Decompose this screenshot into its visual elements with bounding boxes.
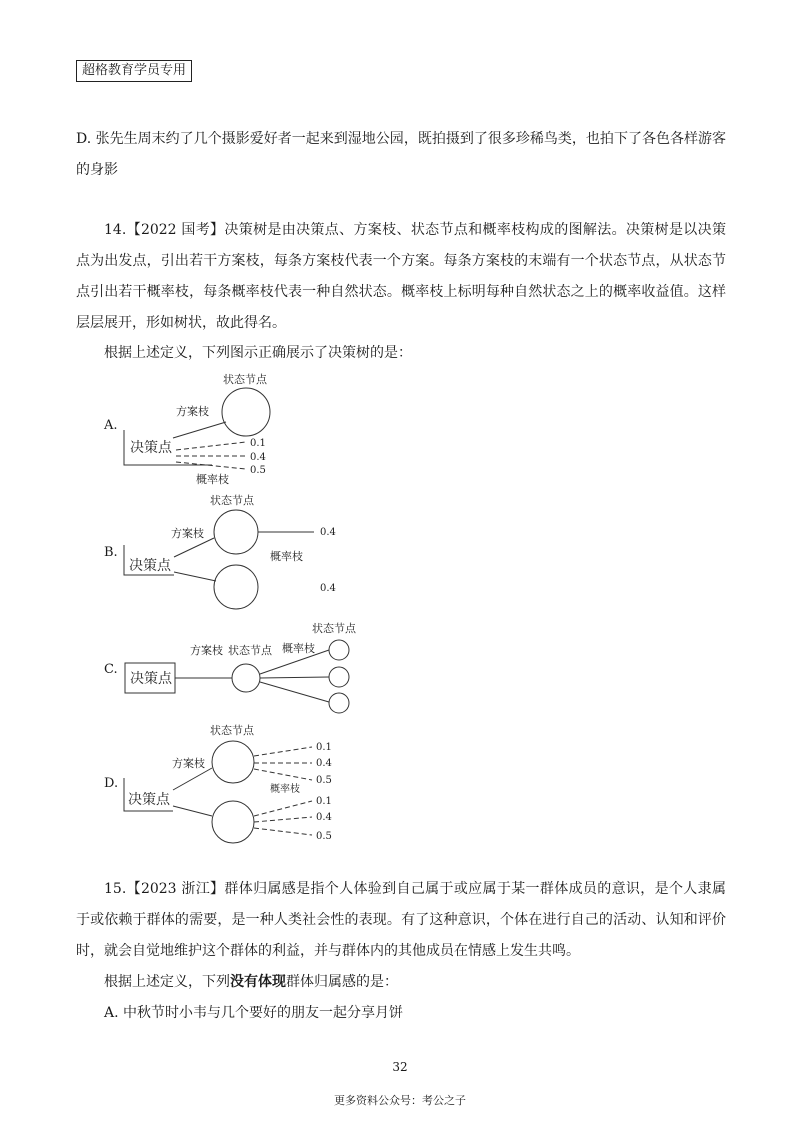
q13-option-d: D. 张先生周末约了几个摄影爱好者一起来到湿地公园，既拍摄到了很多珍稀鸟类，也拍下了各色各样游客的身影	[76, 131, 726, 178]
d-prob-branch-5	[254, 817, 312, 822]
c-prob-branch-3	[260, 682, 329, 702]
b-decision-label: 决策点	[129, 558, 171, 574]
d-prob-branch-1	[254, 747, 312, 756]
q15-prompt	[76, 967, 726, 998]
q14-option-b-diagram	[0, 490, 800, 620]
q14-option-d-diagram	[0, 720, 800, 850]
c-sub-node-1	[329, 640, 349, 660]
b-state-node-2	[214, 565, 258, 609]
d-value-6: 0.5	[316, 831, 332, 842]
d-prob-branch-3	[254, 769, 312, 780]
q15-prompt-pre: 根据上述定义，下列	[104, 974, 230, 990]
b-plan-branch-2	[174, 572, 216, 581]
a-branch-label: 方案枝	[176, 405, 209, 418]
c-node2-label: 状态节点	[312, 622, 356, 635]
c-decision-label: 决策点	[130, 671, 172, 687]
a-node-label: 状态节点	[223, 373, 267, 386]
a-value-3: 0.5	[250, 465, 266, 476]
d-branch-label: 方案枝	[172, 757, 205, 770]
d-value-5: 0.4	[316, 812, 332, 823]
c-branch-label: 方案枝	[190, 644, 223, 657]
b-plan-branch-1	[174, 538, 214, 557]
d-node-label: 状态节点	[210, 724, 254, 737]
d-value-4: 0.1	[316, 796, 332, 807]
q15-prompt-keyword: 没有体现	[230, 974, 286, 990]
c-sub-node-2	[329, 667, 349, 687]
a-prob-label: 概率枝	[196, 473, 229, 486]
c-state-node	[232, 664, 260, 692]
q14-definition: 决策树是由决策点、方案枝、状态节点和概率枝构成的图解法。决策树是以决策点为出发点，引出若干方案枝，每条方案枝代表一个方案。每条方案枝的末端有一个状态节点，从状态节点引出若干概率枝，每条概率枝代表一种自然状态。概率枝上标明每种自然状态之上的概率收益值。这样层层展开，形如树状，故此得名。	[76, 222, 726, 331]
q15-prompt-post: 群体归属感的是：	[286, 974, 398, 990]
q14-number: 14.	[104, 222, 127, 238]
q14-prompt: 根据上述定义，下列图示正确展示了决策树的是：	[104, 345, 412, 361]
d-prob-branch-6	[254, 828, 312, 835]
c-node-label: 状态节点	[228, 644, 272, 657]
a-decision-label: 决策点	[130, 440, 172, 456]
b-node-label: 状态节点	[210, 494, 254, 507]
q15-text	[76, 874, 726, 967]
d-plan-branch-1	[173, 768, 212, 790]
a-value-1: 0.1	[250, 438, 266, 449]
a-prob-branch-1	[176, 442, 246, 450]
q14-option-c-diagram	[0, 618, 800, 718]
d-value-1: 0.1	[316, 742, 332, 753]
d-prob-label: 概率枝	[270, 784, 300, 795]
q14-option-a-diagram	[0, 370, 800, 490]
b-state-node-1	[214, 510, 258, 554]
q14-option-b-label: B.	[104, 545, 118, 560]
a-plan-branch	[173, 422, 226, 438]
b-value-1: 0.4	[320, 527, 336, 538]
q15-option-a: A. 中秋节时小韦与几个要好的朋友一起分享月饼	[104, 1005, 404, 1021]
d-value-2: 0.4	[316, 758, 332, 769]
c-prob-branch-2	[260, 677, 329, 678]
d-decision-label: 决策点	[128, 792, 170, 808]
d-state-node-2	[212, 801, 254, 843]
q15-definition: 群体归属感是指个人体验到自己属于或应属于某一群体成员的意识，是个人隶属于或依赖于群体的需要，是一种人类社会性的表现。有了这种意识，个体在进行自己的活动、认知和评价时，就会自觉地维护这个群体的利益，并与群体内的其他成员在情感上发生共鸣。	[76, 881, 726, 959]
a-state-node	[222, 388, 270, 436]
d-plan-branch-2	[173, 806, 212, 816]
d-state-node-1	[212, 741, 254, 783]
footer-note: 更多资料公众号：考公之子	[334, 1094, 466, 1107]
a-value-2: 0.4	[250, 452, 266, 463]
b-value-2: 0.4	[320, 583, 336, 594]
q14-option-c-label: C.	[104, 662, 118, 677]
b-branch-label: 方案枝	[171, 527, 204, 540]
c-sub-node-3	[329, 693, 349, 713]
d-prob-branch-4	[254, 801, 312, 816]
q14-option-d-label: D.	[104, 776, 119, 791]
watermark-stamp: 超格教育学员专用	[76, 60, 192, 82]
q14-source: 【2022 国考】	[126, 222, 225, 238]
c-prob-label: 概率枝	[282, 642, 315, 655]
q15-source: 【2023 浙江】	[126, 881, 225, 897]
b-prob-label: 概率枝	[270, 550, 303, 563]
q15-number: 15.	[104, 881, 127, 897]
q14-text	[76, 215, 726, 339]
q14-option-a-label: A.	[104, 418, 118, 433]
d-value-3: 0.5	[316, 775, 332, 786]
page-number: 32	[392, 1060, 408, 1074]
